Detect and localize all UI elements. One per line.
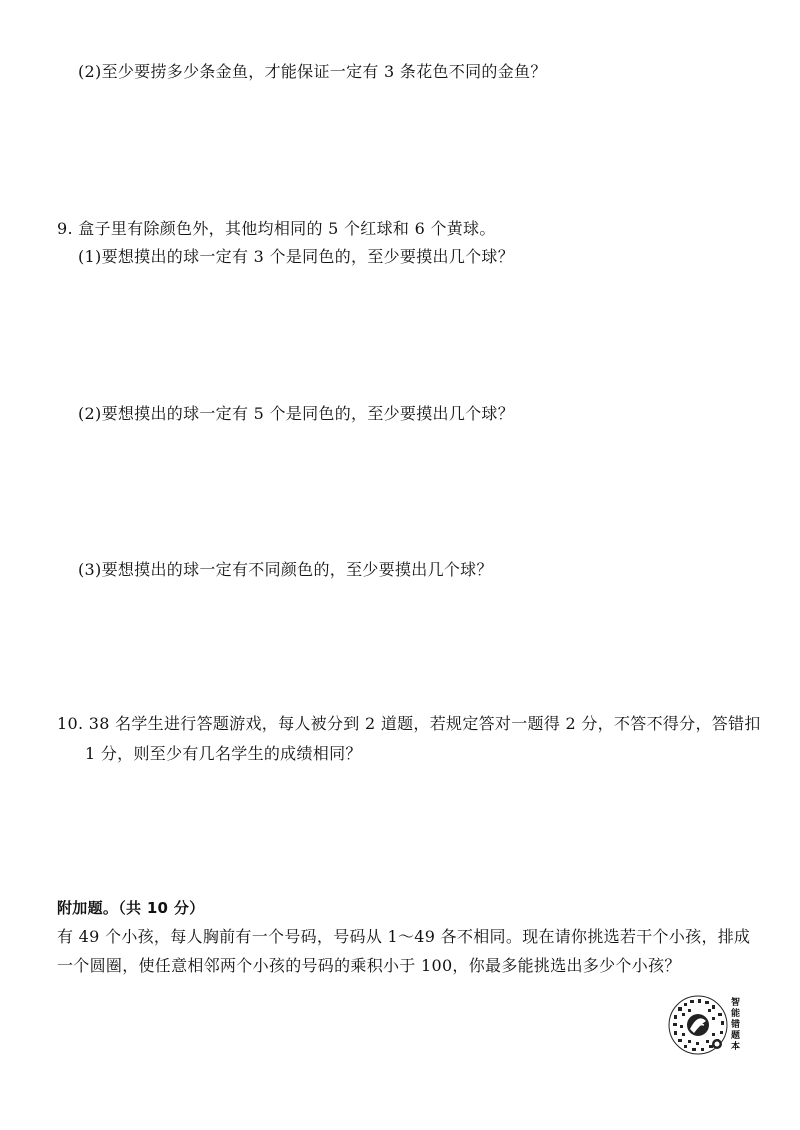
bonus-line-2: 一个圆圈，使任意相邻两个小孩的号码的乘积小于 100，你最多能挑选出多少个小孩？ — [57, 956, 681, 975]
qr-code-icon — [668, 995, 728, 1055]
question-9-sub-2: (2)要想摸出的球一定有 5 个是同色的，至少要摸出几个球？ — [78, 404, 515, 423]
question-10-line-2: 1 分，则至少有几名学生的成绩相同？ — [85, 744, 362, 763]
bonus-line-1: 有 49 个小孩，每人胸前有一个号码，号码从 1～49 各不相同。现在请你挑选若干个小孩，排成 — [57, 927, 751, 946]
question-9-stem: 9. 盒子里有除颜色外，其他均相同的 5 个红球和 6 个黄球。 — [57, 219, 496, 238]
question-9-sub-3: (3)要想摸出的球一定有不同颜色的，至少要摸出几个球？ — [78, 560, 493, 579]
qr-label: 智能错题本 — [731, 998, 741, 1052]
question-10-line-1: 10. 38 名学生进行答题游戏，每人被分到 2 道题，若规定答对一题得 2 分，不答不得分，答错扣 — [57, 714, 761, 733]
bonus-title: 附加题。（共 10 分） — [57, 899, 205, 917]
question-9-sub-1: (1)要想摸出的球一定有 3 个是同色的，至少要摸出几个球？ — [78, 247, 515, 266]
question-8-sub-2: (2)至少要捞多少条金鱼，才能保证一定有 3 条花色不同的金鱼？ — [78, 62, 547, 81]
